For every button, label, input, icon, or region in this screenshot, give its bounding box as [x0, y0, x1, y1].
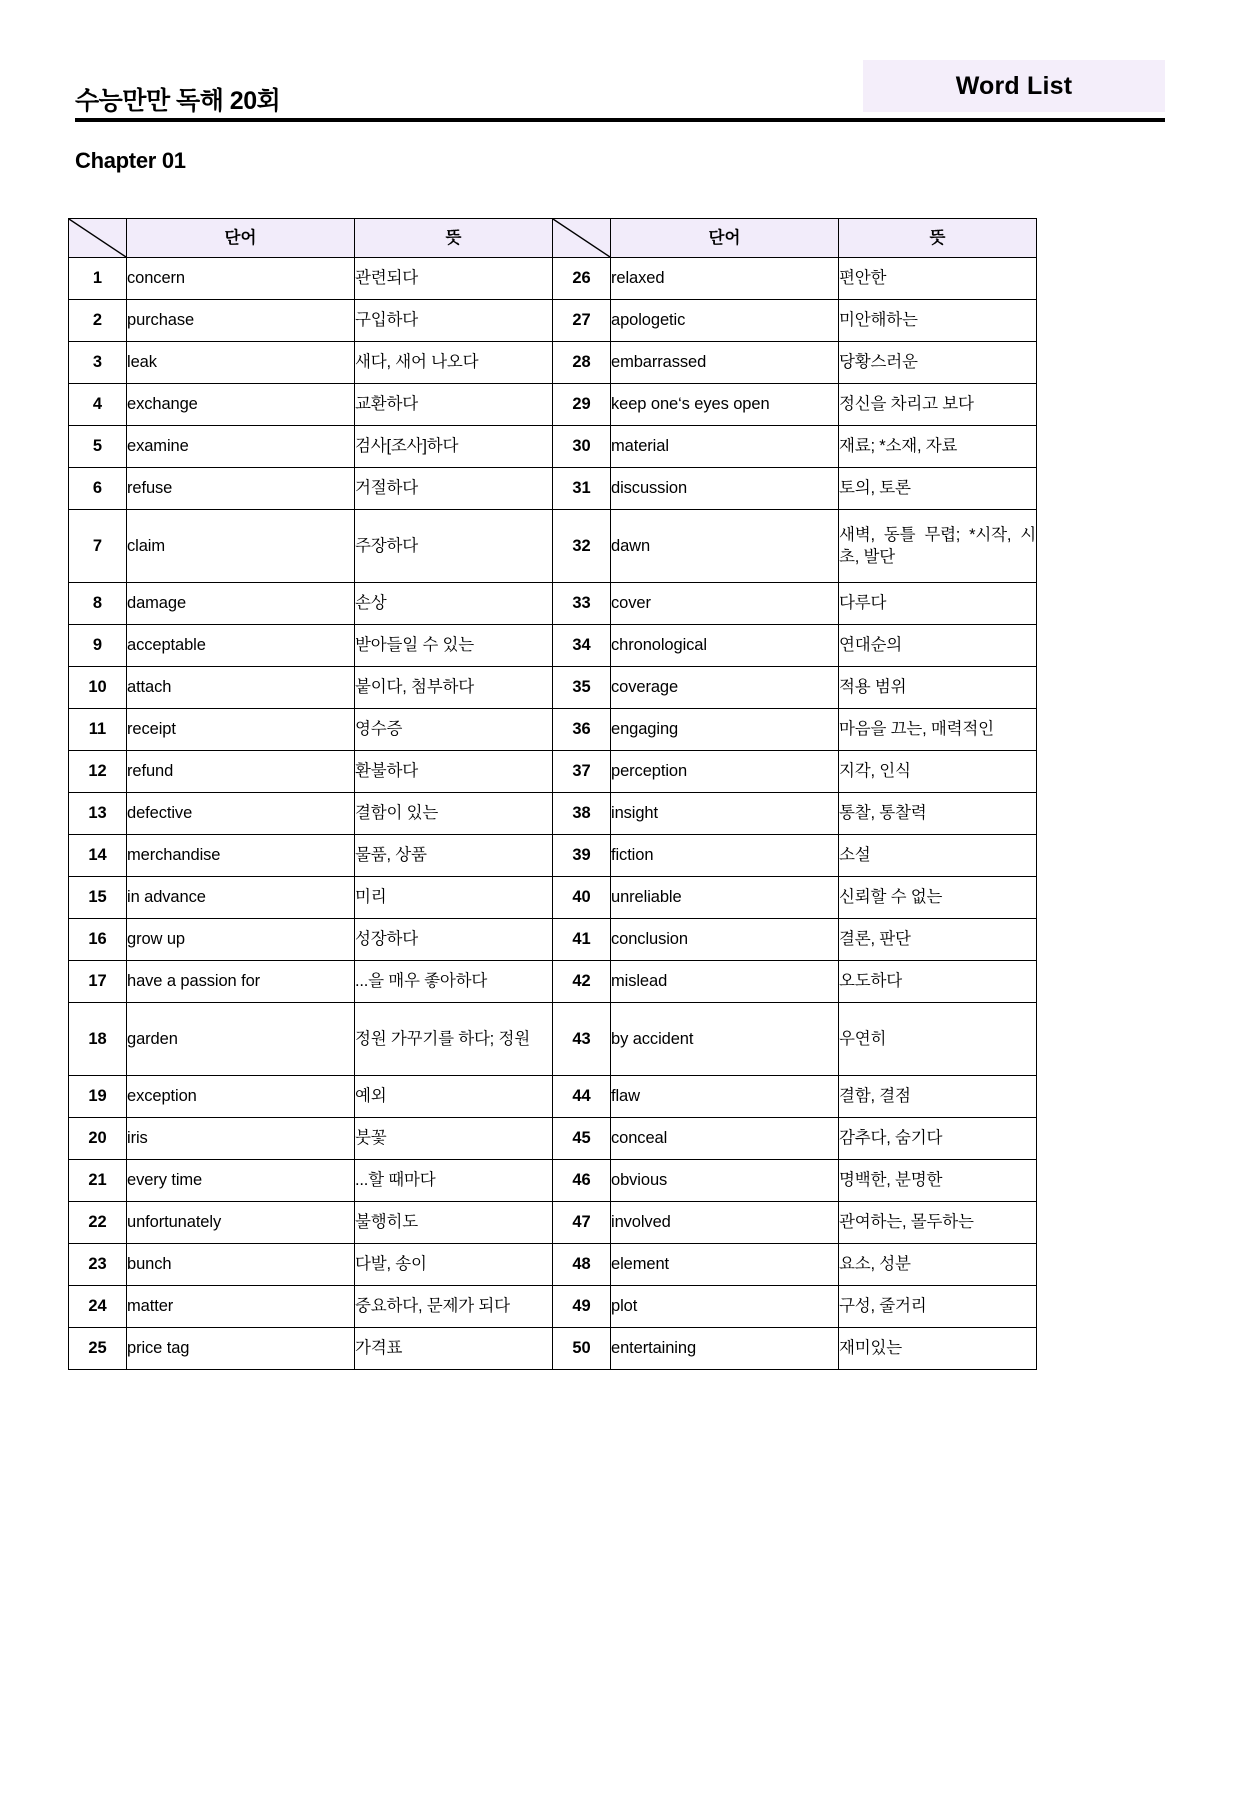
book-title: 수능만만 독해 20회	[75, 87, 281, 115]
meaning-entry: 감추다, 숨기다	[839, 1118, 1037, 1160]
meaning-entry: 지각, 인식	[839, 751, 1037, 793]
table-row	[69, 258, 1037, 300]
word-entry: mislead	[611, 961, 839, 1003]
row-number: 36	[553, 709, 611, 751]
meaning-entry: 구입하다	[355, 300, 553, 342]
column-header-word-left: 단어	[127, 219, 355, 258]
word-entry: claim	[127, 510, 355, 583]
table-head	[69, 219, 1037, 258]
row-number: 47	[553, 1202, 611, 1244]
meaning-entry: 마음을 끄는, 매력적인	[839, 709, 1037, 751]
table-row	[69, 961, 1037, 1003]
table-row	[69, 919, 1037, 961]
meaning-entry: 정원 가꾸기를 하다; 정원	[355, 1003, 553, 1076]
chapter-heading: Chapter 01	[75, 148, 186, 173]
diagonal-slash-icon	[69, 219, 126, 257]
row-number: 44	[553, 1076, 611, 1118]
row-number: 4	[69, 384, 127, 426]
word-entry: unreliable	[611, 877, 839, 919]
word-entry: grow up	[127, 919, 355, 961]
table-header-row	[69, 219, 1037, 258]
row-number: 42	[553, 961, 611, 1003]
word-entry: coverage	[611, 667, 839, 709]
table-row	[69, 1328, 1037, 1370]
meaning-entry: 검사[조사]하다	[355, 426, 553, 468]
word-entry: chronological	[611, 625, 839, 667]
table-row	[69, 751, 1037, 793]
meaning-entry: 교환하다	[355, 384, 553, 426]
corner-cell-right	[553, 219, 611, 258]
row-number: 2	[69, 300, 127, 342]
word-entry: iris	[127, 1118, 355, 1160]
meaning-entry: 받아들일 수 있는	[355, 625, 553, 667]
meaning-entry: 구성, 줄거리	[839, 1286, 1037, 1328]
word-entry: involved	[611, 1202, 839, 1244]
row-number: 11	[69, 709, 127, 751]
meaning-entry: 신뢰할 수 없는	[839, 877, 1037, 919]
meaning-entry: 관련되다	[355, 258, 553, 300]
meaning-entry: 거절하다	[355, 468, 553, 510]
table-row	[69, 1160, 1037, 1202]
meaning-entry: 새다, 새어 나오다	[355, 342, 553, 384]
meaning-entry: 소설	[839, 835, 1037, 877]
meaning-entry: 붓꽃	[355, 1118, 553, 1160]
row-number: 34	[553, 625, 611, 667]
word-entry: refund	[127, 751, 355, 793]
table-row	[69, 426, 1037, 468]
meaning-entry: 우연히	[839, 1003, 1037, 1076]
word-list-page	[0, 60, 1240, 1814]
meaning-entry: ...을 매우 좋아하다	[355, 961, 553, 1003]
table-row	[69, 384, 1037, 426]
meaning-entry: 붙이다, 첨부하다	[355, 667, 553, 709]
word-entry: acceptable	[127, 625, 355, 667]
vocabulary-table	[68, 218, 1037, 1370]
meaning-entry: 새벽, 동틀 무렵; *시작, 시초, 발단	[839, 510, 1037, 583]
meaning-entry: 토의, 토론	[839, 468, 1037, 510]
word-entry: material	[611, 426, 839, 468]
row-number: 31	[553, 468, 611, 510]
word-entry: plot	[611, 1286, 839, 1328]
table-row	[69, 667, 1037, 709]
row-number: 39	[553, 835, 611, 877]
word-entry: examine	[127, 426, 355, 468]
row-number: 3	[69, 342, 127, 384]
row-number: 10	[69, 667, 127, 709]
table-row	[69, 1076, 1037, 1118]
column-header-meaning-left: 뜻	[355, 219, 553, 258]
word-entry: conceal	[611, 1118, 839, 1160]
table-row	[69, 1202, 1037, 1244]
word-entry: discussion	[611, 468, 839, 510]
table-row	[69, 793, 1037, 835]
word-entry: exception	[127, 1076, 355, 1118]
row-number: 23	[69, 1244, 127, 1286]
word-entry: obvious	[611, 1160, 839, 1202]
row-number: 33	[553, 583, 611, 625]
meaning-entry: 편안한	[839, 258, 1037, 300]
row-number: 26	[553, 258, 611, 300]
meaning-entry: 손상	[355, 583, 553, 625]
row-number: 38	[553, 793, 611, 835]
row-number: 21	[69, 1160, 127, 1202]
meaning-entry: 결함이 있는	[355, 793, 553, 835]
meaning-entry: 명백한, 분명한	[839, 1160, 1037, 1202]
word-entry: merchandise	[127, 835, 355, 877]
row-number: 30	[553, 426, 611, 468]
table-row	[69, 877, 1037, 919]
row-number: 35	[553, 667, 611, 709]
word-list-badge-label: Word List	[955, 71, 1073, 100]
word-entry: keep one‘s eyes open	[611, 384, 839, 426]
word-entry: bunch	[127, 1244, 355, 1286]
table-row	[69, 1244, 1037, 1286]
word-entry: element	[611, 1244, 839, 1286]
word-entry: garden	[127, 1003, 355, 1076]
word-entry: embarrassed	[611, 342, 839, 384]
table-row	[69, 709, 1037, 751]
row-number: 5	[69, 426, 127, 468]
meaning-entry: 가격표	[355, 1328, 553, 1370]
row-number: 13	[69, 793, 127, 835]
meaning-entry: 당황스러운	[839, 342, 1037, 384]
word-entry: every time	[127, 1160, 355, 1202]
word-entry: cover	[611, 583, 839, 625]
word-list-badge	[863, 60, 1165, 112]
row-number: 1	[69, 258, 127, 300]
row-number: 15	[69, 877, 127, 919]
word-entry: refuse	[127, 468, 355, 510]
row-number: 43	[553, 1003, 611, 1076]
table-row	[69, 1118, 1037, 1160]
header-divider	[75, 118, 1165, 122]
table-row	[69, 342, 1037, 384]
meaning-entry: 다발, 송이	[355, 1244, 553, 1286]
meaning-entry: 불행히도	[355, 1202, 553, 1244]
table-row	[69, 1003, 1037, 1076]
row-number: 9	[69, 625, 127, 667]
row-number: 49	[553, 1286, 611, 1328]
word-entry: dawn	[611, 510, 839, 583]
word-entry: insight	[611, 793, 839, 835]
column-header-word-right: 단어	[611, 219, 839, 258]
meaning-entry: 미리	[355, 877, 553, 919]
meaning-entry: 주장하다	[355, 510, 553, 583]
word-entry: unfortunately	[127, 1202, 355, 1244]
word-entry: entertaining	[611, 1328, 839, 1370]
meaning-entry: 결함, 결점	[839, 1076, 1037, 1118]
row-number: 46	[553, 1160, 611, 1202]
meaning-entry: 다루다	[839, 583, 1037, 625]
word-entry: matter	[127, 1286, 355, 1328]
meaning-entry: 통찰, 통찰력	[839, 793, 1037, 835]
meaning-entry: 예외	[355, 1076, 553, 1118]
meaning-entry: 연대순의	[839, 625, 1037, 667]
row-number: 7	[69, 510, 127, 583]
word-entry: perception	[611, 751, 839, 793]
word-entry: price tag	[127, 1328, 355, 1370]
word-entry: by accident	[611, 1003, 839, 1076]
word-entry: defective	[127, 793, 355, 835]
row-number: 12	[69, 751, 127, 793]
word-entry: concern	[127, 258, 355, 300]
word-entry: have a passion for	[127, 961, 355, 1003]
table-row	[69, 835, 1037, 877]
row-number: 48	[553, 1244, 611, 1286]
row-number: 32	[553, 510, 611, 583]
meaning-entry: 성장하다	[355, 919, 553, 961]
meaning-entry: 재미있는	[839, 1328, 1037, 1370]
row-number: 37	[553, 751, 611, 793]
row-number: 19	[69, 1076, 127, 1118]
row-number: 24	[69, 1286, 127, 1328]
word-entry: relaxed	[611, 258, 839, 300]
row-number: 16	[69, 919, 127, 961]
row-number: 6	[69, 468, 127, 510]
page-header	[75, 60, 1165, 118]
meaning-entry: 요소, 성분	[839, 1244, 1037, 1286]
table-row	[69, 300, 1037, 342]
meaning-entry: 오도하다	[839, 961, 1037, 1003]
word-entry: receipt	[127, 709, 355, 751]
vocabulary-table-wrapper	[68, 218, 1172, 1370]
meaning-entry: 환불하다	[355, 751, 553, 793]
meaning-entry: 영수증	[355, 709, 553, 751]
row-number: 40	[553, 877, 611, 919]
meaning-entry: 정신을 차리고 보다	[839, 384, 1037, 426]
row-number: 28	[553, 342, 611, 384]
word-entry: conclusion	[611, 919, 839, 961]
row-number: 8	[69, 583, 127, 625]
meaning-entry: ...할 때마다	[355, 1160, 553, 1202]
word-entry: leak	[127, 342, 355, 384]
row-number: 41	[553, 919, 611, 961]
word-entry: apologetic	[611, 300, 839, 342]
meaning-entry: 물품, 상품	[355, 835, 553, 877]
table-row	[69, 468, 1037, 510]
row-number: 25	[69, 1328, 127, 1370]
row-number: 50	[553, 1328, 611, 1370]
word-entry: flaw	[611, 1076, 839, 1118]
table-body	[69, 258, 1037, 1370]
row-number: 17	[69, 961, 127, 1003]
meaning-entry: 미안해하는	[839, 300, 1037, 342]
row-number: 27	[553, 300, 611, 342]
meaning-entry: 적용 범위	[839, 667, 1037, 709]
corner-cell-left	[69, 219, 127, 258]
word-entry: in advance	[127, 877, 355, 919]
word-entry: exchange	[127, 384, 355, 426]
row-number: 14	[69, 835, 127, 877]
word-entry: damage	[127, 583, 355, 625]
word-entry: engaging	[611, 709, 839, 751]
table-row	[69, 510, 1037, 583]
meaning-entry: 결론, 판단	[839, 919, 1037, 961]
column-header-meaning-right: 뜻	[839, 219, 1037, 258]
row-number: 29	[553, 384, 611, 426]
table-row	[69, 583, 1037, 625]
meaning-entry: 재료; *소재, 자료	[839, 426, 1037, 468]
table-row	[69, 1286, 1037, 1328]
row-number: 18	[69, 1003, 127, 1076]
word-entry: purchase	[127, 300, 355, 342]
row-number: 20	[69, 1118, 127, 1160]
word-entry: fiction	[611, 835, 839, 877]
table-row	[69, 625, 1037, 667]
diagonal-slash-icon	[553, 219, 610, 257]
row-number: 22	[69, 1202, 127, 1244]
word-entry: attach	[127, 667, 355, 709]
meaning-entry: 관여하는, 몰두하는	[839, 1202, 1037, 1244]
row-number: 45	[553, 1118, 611, 1160]
meaning-entry: 중요하다, 문제가 되다	[355, 1286, 553, 1328]
